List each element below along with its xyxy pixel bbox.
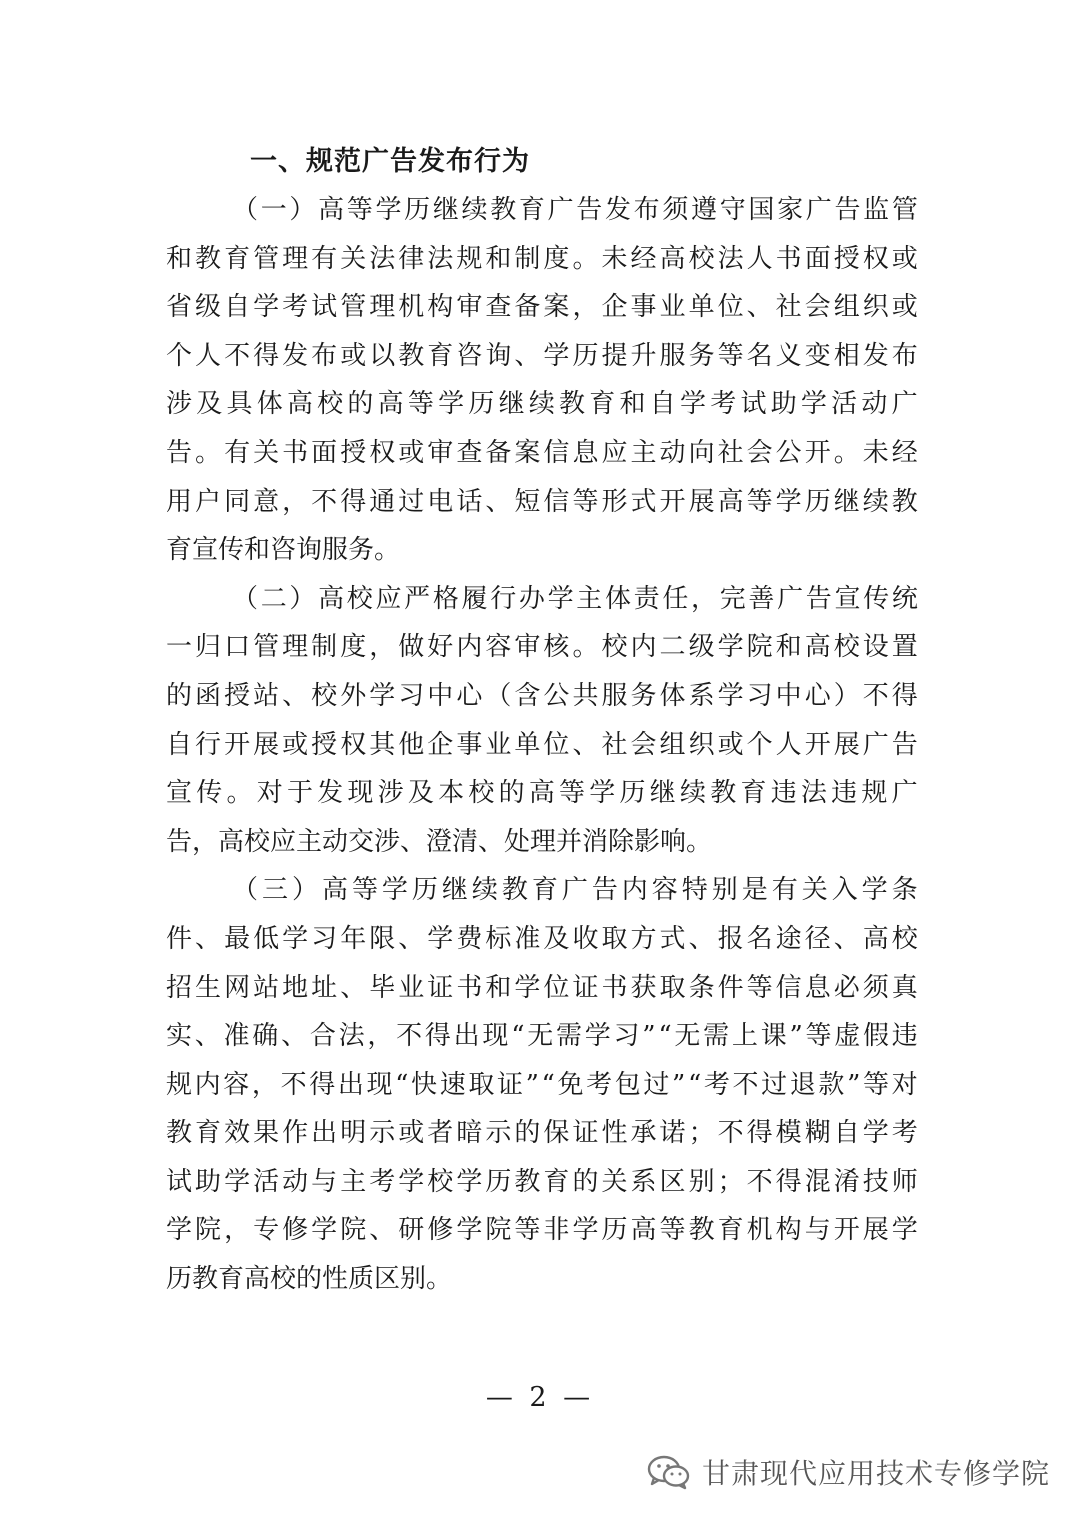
paragraph-line: 用 户 同 意 ， 不 得 通 过 电 话 、 短 信 等 形 式 开 展 高 等 学 历 继 续 教: [166, 486, 918, 517]
watermark-text: 甘肃现代应用技术专修学院: [701, 1457, 1050, 1490]
paragraph-line: 历教育高校的性质区别。: [166, 1264, 453, 1295]
paragraph-line: 学 院 ， 专 修 学 院 、 研 修 学 院 等 非 学 历 高 等 教 育 机 构 与 开 展 学: [166, 1215, 918, 1246]
paragraph-line: 自 行 开 展 或 授 权 其 他 企 事 业 单 位 、 社 会 组 织 或 个 人 开 展 广 告: [166, 729, 918, 760]
paragraph-line: 告，高校应主动交涉、澄清、处理并消除影响。: [166, 826, 713, 857]
paragraph-line: （ 一 ） 高 等 学 历 继 续 教 育 广 告 发 布 须 遵 守 国 家 广 告 监 管: [232, 195, 918, 225]
paragraph-line: 告 。 有 关 书 面 授 权 或 审 查 备 案 信 息 应 主 动 向 社 会 公 开 。 未 经: [166, 437, 918, 468]
paragraph-line: 一 归 口 管 理 制 度 ， 做 好 内 容 审 核 。 校 内 二 级 学 院 和 高 校 设 置: [166, 632, 918, 663]
page-number: — 2 —: [485, 1382, 595, 1413]
account-watermark: [646, 1452, 1050, 1492]
section-heading: 一、规范广告发布行为: [250, 146, 530, 177]
paragraph-line: 件 、 最 低 学 习 年 限 、 学 费 标 准 及 收 取 方 式 、 报 名 途 径 、 高 校: [166, 923, 918, 954]
paragraph-line: 涉 及 具 体 高 校 的 高 等 学 历 继 续 教 育 和 自 学 考 试 助 学 活 动 广: [166, 389, 918, 420]
paragraph-line: 宣 传 。 对 于 发 现 涉 及 本 校 的 高 等 学 历 继 续 教 育 违 法 违 规 广: [166, 778, 918, 809]
body-text: [166, 186, 918, 1304]
paragraph-line: 育宣传和咨询服务。: [166, 535, 401, 566]
paragraph-line: 的 函 授 站 、 校 外 学 习 中 心 （ 含 公 共 服 务 体 系 学 习 中 心 ） 不 得: [166, 680, 918, 711]
paragraph-line: 省 级 自 学 考 试 管 理 机 构 审 查 备 案 ， 企 事 业 单 位 、 社 会 组 织 或: [166, 292, 918, 323]
wechat-icon: [646, 1453, 692, 1491]
paragraph-line: （ 二 ） 高 校 应 严 格 履 行 办 学 主 体 责 任 ， 完 善 广 告 宣 传 统: [232, 583, 918, 614]
paragraph-line: 规 内 容 ， 不 得 出 现 “ 快 速 取 证 ” “ 免 考 包 过 ” “ 考 不 过 退 款 ” 等 对: [166, 1069, 918, 1100]
paragraph-line: 实 、 准 确 、 合 法 ， 不 得 出 现 “ 无 需 学 习 ” “ 无 需 上 课 ” 等 虚 假 违: [166, 1021, 918, 1052]
paragraph-line: 个 人 不 得 发 布 或 以 教 育 咨 询 、 学 历 提 升 服 务 等 名 义 变 相 发 布: [166, 340, 918, 371]
paragraph-line: 教 育 效 果 作 出 明 示 或 者 暗 示 的 保 证 性 承 诺 ； 不 得 模 糊 自 学 考: [166, 1118, 918, 1149]
paragraph-line: 招 生 网 站 地 址 、 毕 业 证 书 和 学 位 证 书 获 取 条 件 等 信 息 必 须 真: [166, 972, 918, 1003]
paragraph-line: （ 三 ） 高 等 学 历 继 续 教 育 广 告 内 容 特 别 是 有 关 入 学 条: [232, 875, 918, 906]
paragraph-line: 和 教 育 管 理 有 关 法 律 法 规 和 制 度 。 未 经 高 校 法 人 书 面 授 权 或: [166, 243, 918, 274]
paragraph-line: 试 助 学 活 动 与 主 考 学 校 学 历 教 育 的 关 系 区 别 ； 不 得 混 淆 技 师: [166, 1166, 918, 1197]
